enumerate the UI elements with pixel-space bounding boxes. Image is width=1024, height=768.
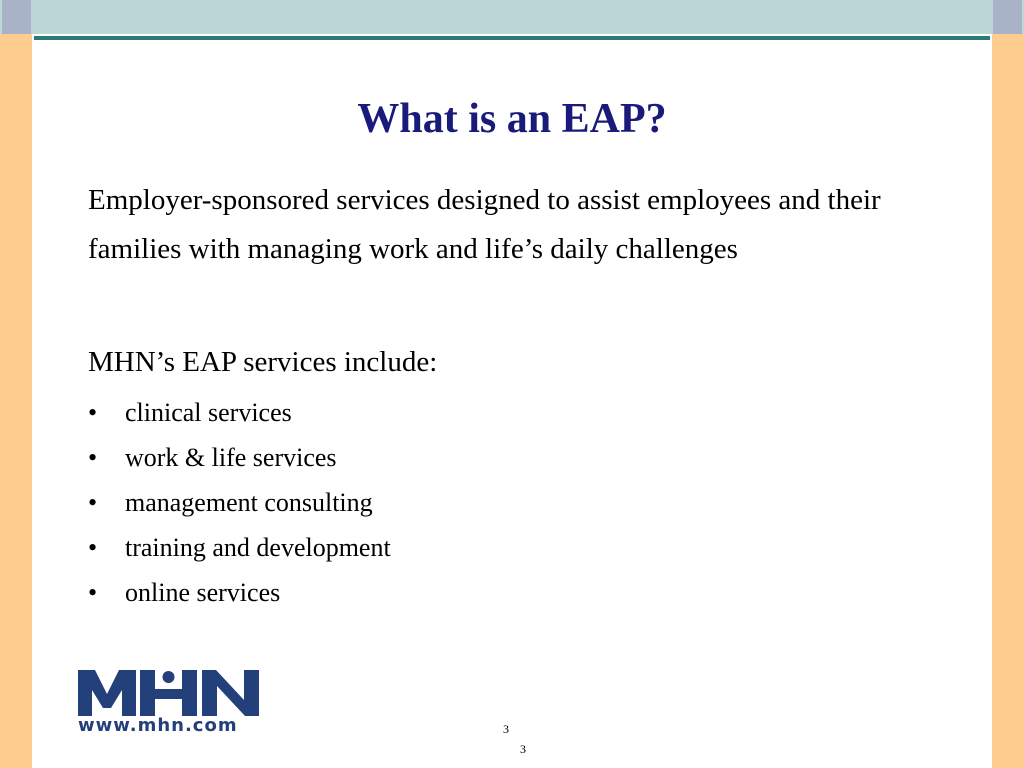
top-left-corner-square (2, 0, 31, 34)
left-side-bar (0, 34, 32, 768)
intro-paragraph: Employer-sponsored services designed to assist employees and their families with managing work and life’s daily challenges (88, 184, 881, 265)
slide-title: What is an EAP? (357, 96, 667, 142)
right-side-bar (992, 34, 1024, 768)
list-item (88, 570, 391, 615)
list-item-text: management consulting (125, 488, 373, 517)
list-item-text: work & life services (125, 443, 337, 472)
top-band (0, 0, 1024, 34)
list-item-text: clinical services (125, 398, 292, 427)
list-item-text: online services (125, 578, 281, 607)
bullet-icon: • (88, 398, 98, 427)
bullet-icon: • (88, 488, 98, 517)
logo-url: www.mhn.com (78, 715, 238, 736)
list-item-text: training and development (125, 533, 391, 562)
list-item (88, 525, 391, 570)
bullet-icon: • (88, 578, 98, 607)
top-right-corner-square (993, 0, 1022, 34)
services-lead: MHN’s EAP services include: (88, 346, 438, 378)
list-item (88, 435, 391, 480)
bullet-icon: • (88, 533, 98, 562)
bullet-icon: • (88, 443, 98, 472)
list-item (88, 480, 391, 525)
page-number: 3 (503, 722, 509, 736)
mhn-logo (78, 668, 262, 740)
title-rule (34, 36, 990, 40)
page-number-secondary: 3 (520, 742, 526, 756)
mhn-logo-mark (78, 668, 262, 716)
services-list (88, 390, 391, 615)
list-item (88, 390, 391, 435)
